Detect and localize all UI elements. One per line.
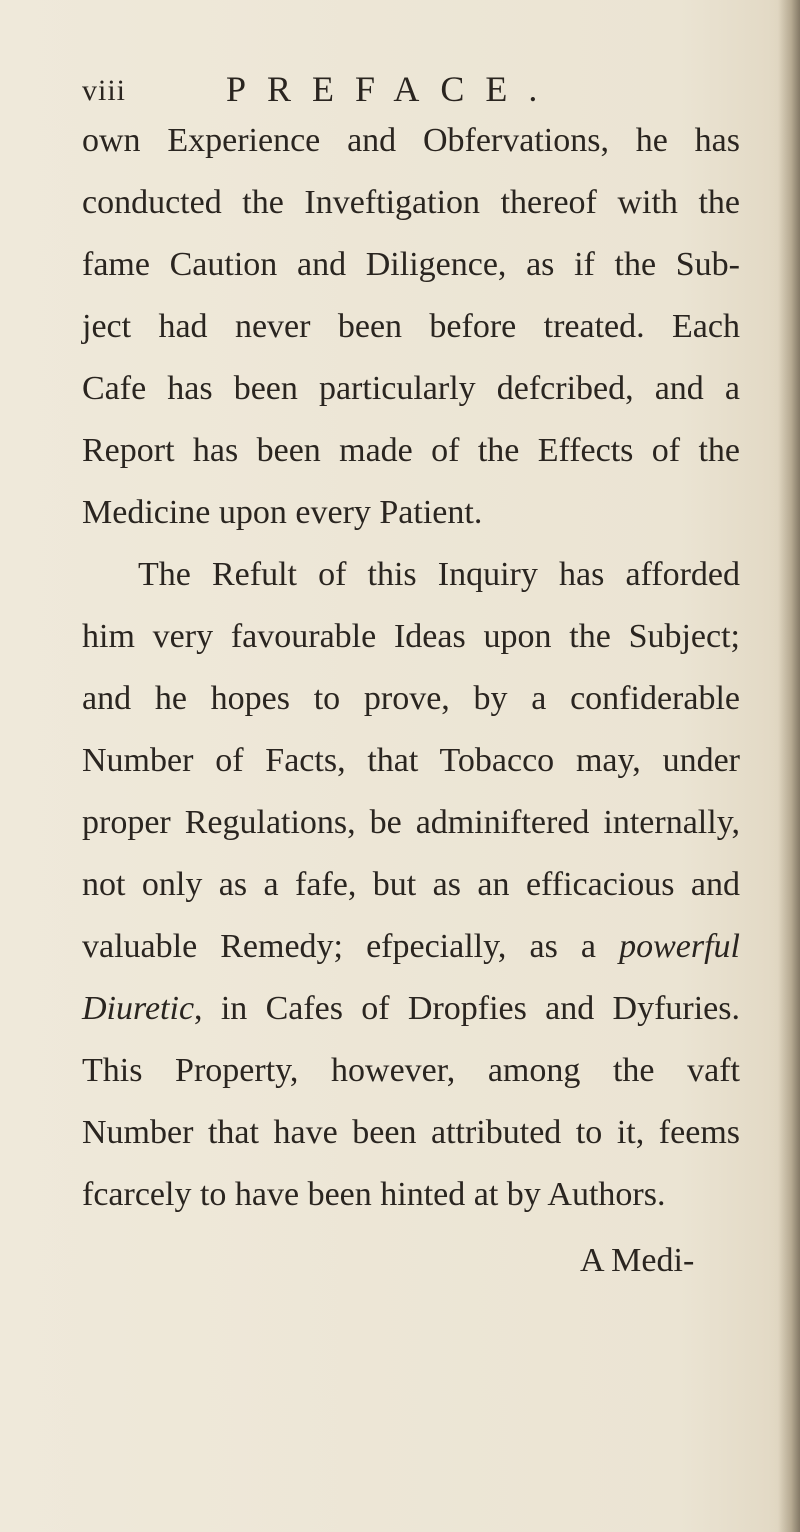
text-line: proper Regulations, be adminiftered internally, [82,804,740,841]
text-line: conducted the Inveftigation thereof with the [82,184,740,221]
text-line: This Property, however, among the vaft [82,1052,740,1089]
text-line: ject had never been before treated. Each [82,308,740,345]
text-line [82,916,740,978]
text-line: fcarcely to have been hinted at by Authors. [82,1176,666,1213]
body-text [82,110,740,1226]
italic-word: Diuretic [82,990,195,1027]
italic-word: powerful [619,928,740,965]
text-segment: , in Cafes of Dropfies and Dyfuries. [194,990,740,1027]
text-line: and he hopes to prove, by a confiderable [82,680,740,717]
text-line: Cafe has been particularly defcribed, and a [82,370,740,407]
text-line: Report has been made of the Effects of the [82,432,740,469]
text-line: Number of Facts, that Tobacco may, under [82,742,740,779]
running-title: PREFACE. [226,69,559,109]
text-line: The Refult of this Inquiry has afforded [138,556,740,593]
page-edge-shadow [778,0,800,1532]
text-line: Number that have been attributed to it, feems [82,1114,740,1151]
text-line: fame Caution and Diligence, as if the Sub- [82,246,740,283]
page-number: viii [82,74,127,107]
text-line: own Experience and Obfervations, he has [82,122,740,159]
running-head [82,68,742,108]
text-line [82,978,740,1040]
text-segment: valuable Remedy; efpecially, as a [82,928,620,965]
catchword: A Medi- [580,1242,695,1279]
text-line: not only as a fafe, but as an efficacious and [82,866,740,903]
text-line: Medicine upon every Patient. [82,494,483,531]
text-line: him very favourable Ideas upon the Subject; [82,618,740,655]
